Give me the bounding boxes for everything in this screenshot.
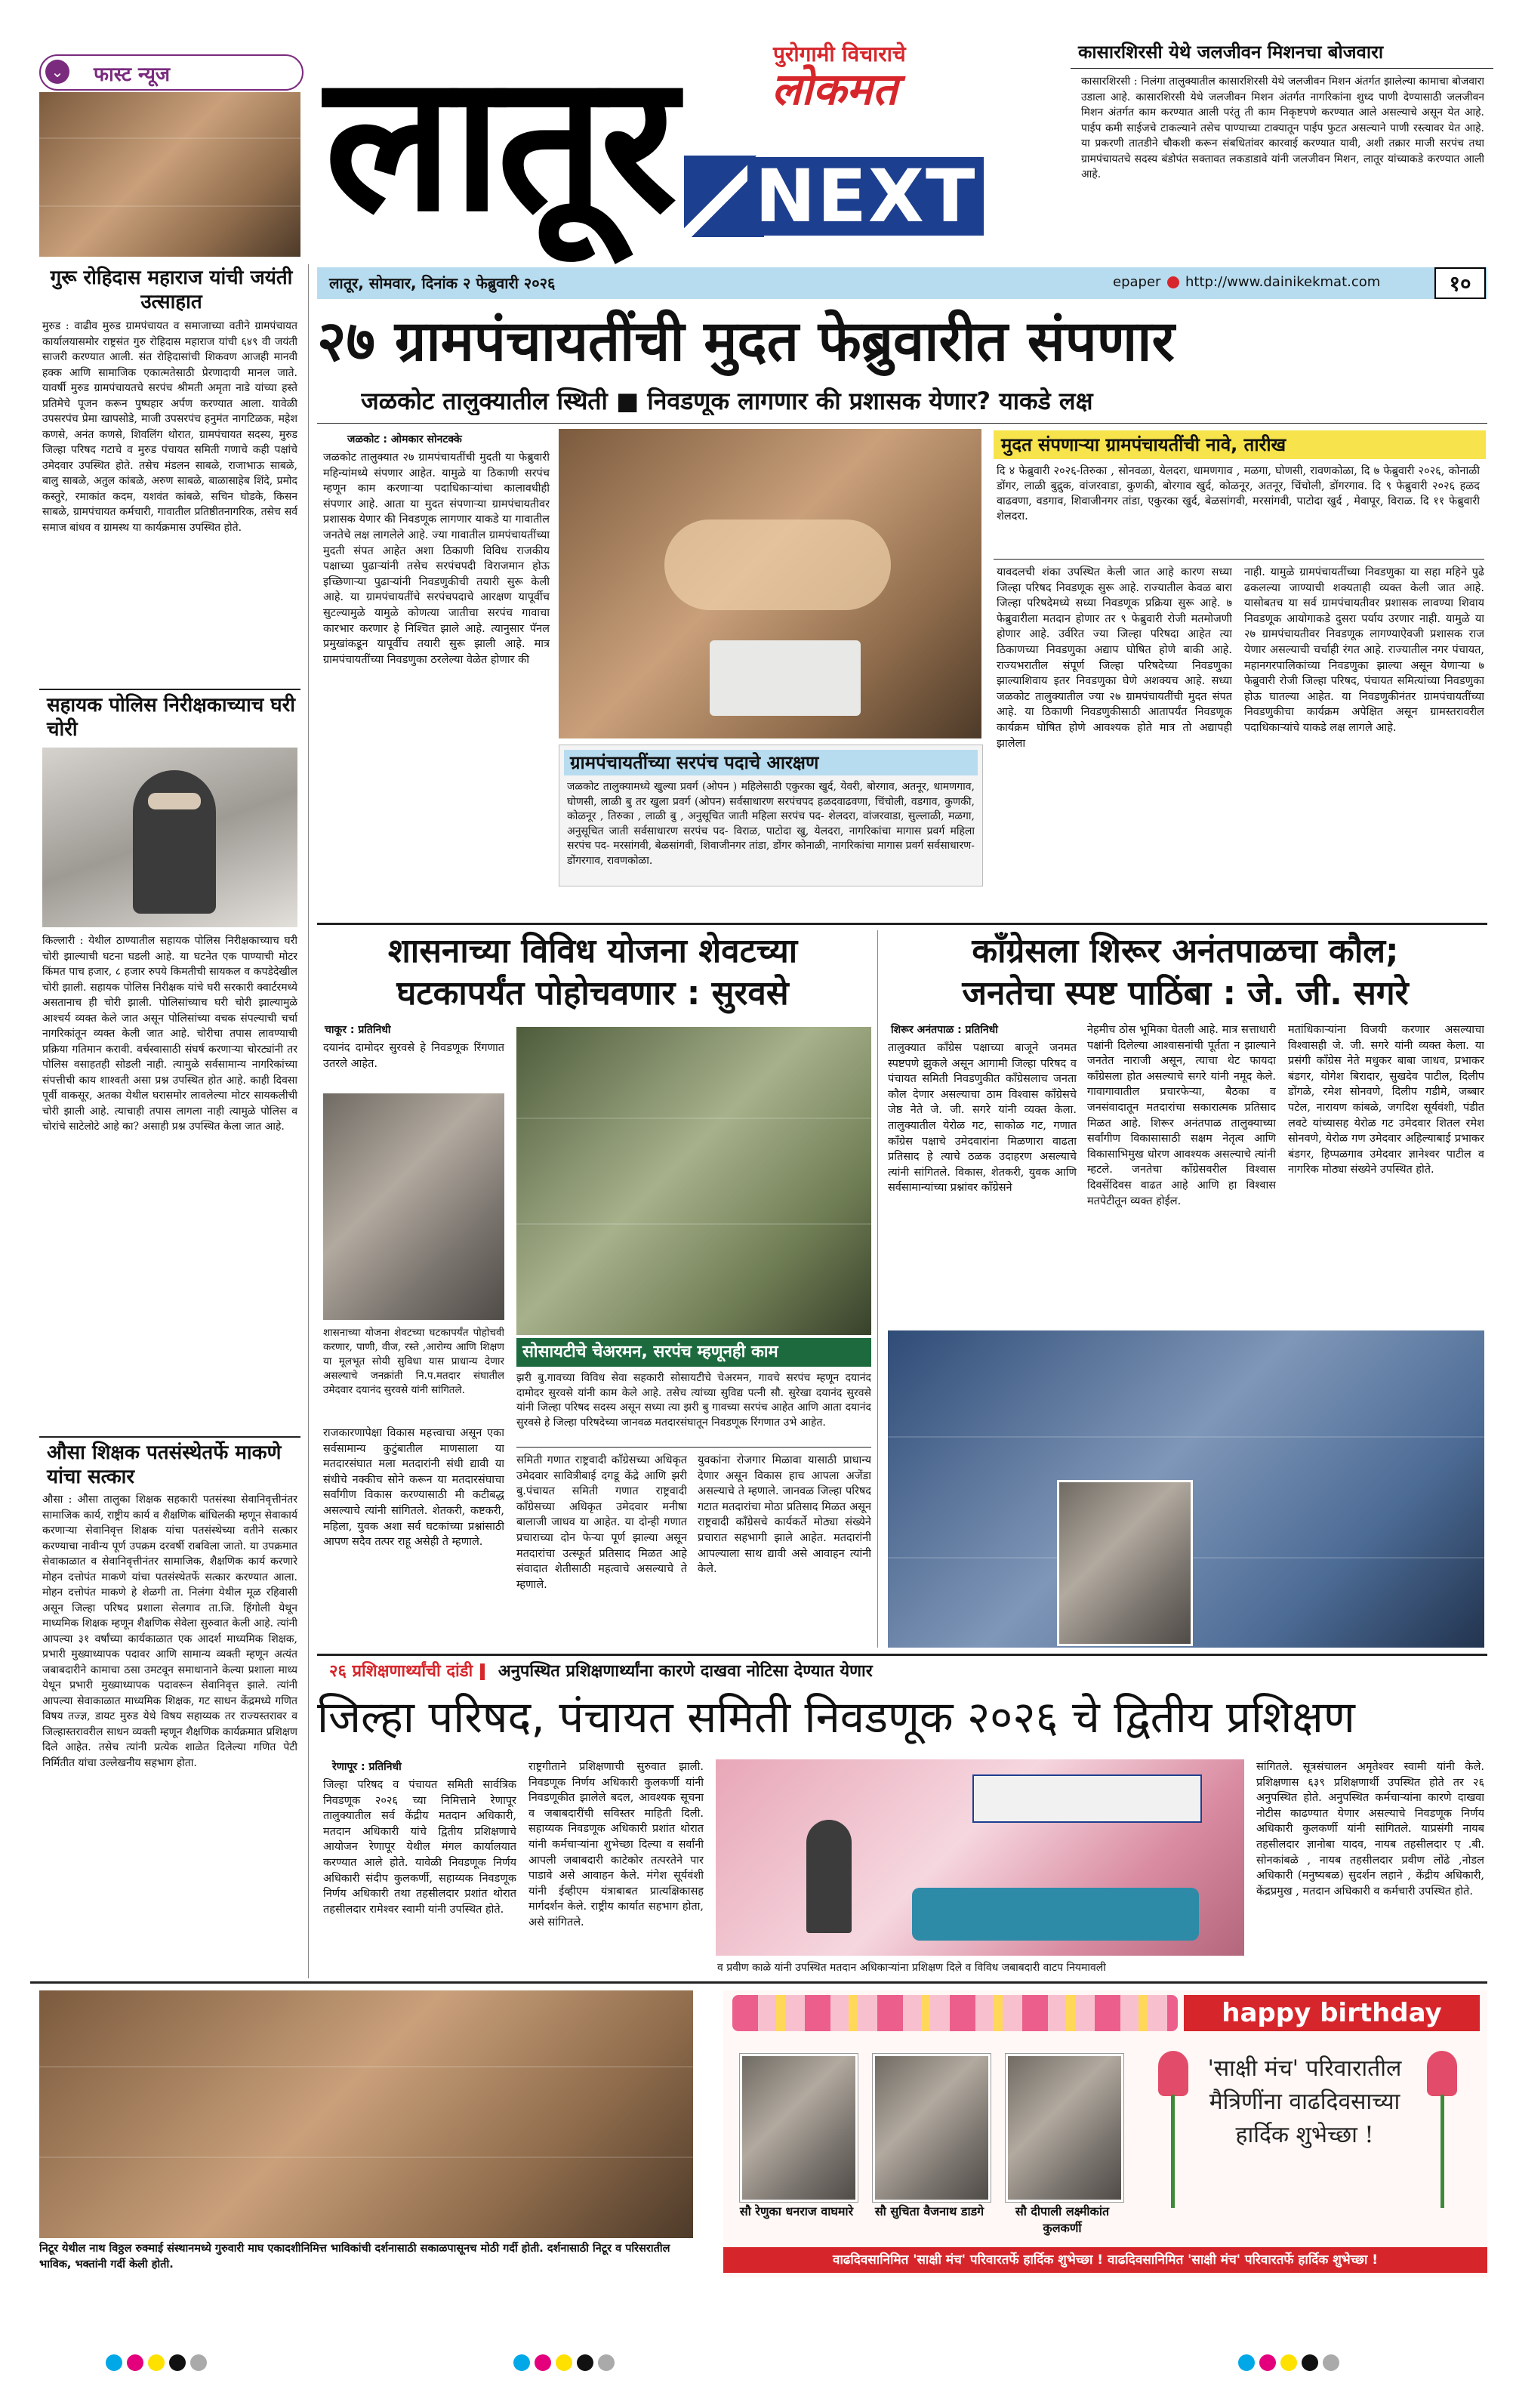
- thief-mask: [148, 793, 201, 809]
- birthday-person-2-photo: [873, 2054, 991, 2202]
- schemes-headline-2: घटकापर्यंत पोहोचवणार : सुरवसे: [396, 974, 789, 1013]
- masthead-next-box: [684, 154, 977, 239]
- shirur-col1: तालुक्यात काँग्रेस पक्षाच्या बाजूने जनमत स्पष्टपणे झुकले असून आगामी जिल्हा परिषद व पंचायत समिती निवडणुकीत काँग्रेसलाच जनता कौल देणार असल्याचा ठाम विश्वास काँग्रेसचे जेष्ठ नेते जे. जी. सगरे यांनी व्यक्त केला. तालुक्यातील येरोळ गट, साकोळ गट, गणात काँग्रेस पक्षाचे उमेदवारांना मिळणारा वाढता प्रतिसाद हे त्याचे ठळक उदाहरण असल्याचे त्यांनी सांगितले. विकास, शेतकरी, युवक आणि सर्वसामान्यांच्या प्रश्नांवर काँग्रेसने: [888, 1042, 1077, 1195]
- shirur-photo-portrait: [1057, 1480, 1193, 1646]
- lead-col4: नाही. यामुळे ग्रामपंचायतींच्या निवडणुका या सहा महिने पुढे ढकलल्या जाण्याची शक्यताही व्यक्त केली जात आहे. यासोबतच या सर्व ग्रामपंचायतीवर प्रशासक लावण्या शिवाय निवडणूक आयोगाकडे दुसरा पर्याय उरणार नाही. यामुळे या २७ ग्रामपंचायतीवर निवडणूक लागण्याऐवजी प्रशासक राज येणार असल्याची चर्चाही रंगत आहे. राज्यातील नगर पंचायत, महानगरपालिकांच्या निवडणुका झाल्या असून येणाऱ्या ७ फेब्रुवारी रोजी जिल्हा परिषद, पंचायत समित्यांच्या निवडणुका होऊ घातल्या आहेत. या निवडणुकीनंतर ग्रामपंचायतींच्या निवडणुकीचा कार्यक्रम अपेक्षित असून ग्रामस्तरावरील पदाधिकाऱ्यांचे याकडे लक्ष लागले आहे.: [1244, 566, 1484, 734]
- registration-dots-left: [106, 2354, 207, 2371]
- training-speaker: [806, 1820, 852, 1933]
- fast-news-photo: [39, 92, 300, 257]
- birthday-message: 'साक्षी मंच' परिवारातील मैत्रिणींना वाढदिवसाच्या हार्दिक शुभेच्छा !: [1207, 2055, 1402, 2148]
- training-caption: व प्रवीण काळे यांनी उपस्थित मतदान अधिकाऱ्यांना प्रशिक्षण दिले व विविध जबाबदारी वाटप नियमावली: [717, 1962, 1106, 1974]
- lead-col3: यावदलची शंका उपस्थित केली जात आहे कारण सध्या जिल्हा परिषद निवडणूक सुरू आहे. राज्यातील केवळ बारा जिल्हा परिषदेमध्ये सध्या निवडणूक प्रक्रिया सुरू आहे. ७ फेब्रुवारीला मतदान होणार तर ९ फेब्रुवारी रोजी मतमोजणी होणार आहे. उर्वरित ज्या जिल्हा परिषदा आहेत त्या ठिकाणच्या निवडणुका अद्याप घोषित होणे बाकी आहे. राज्यभरातील संपूर्ण जिल्हा परिषदेच्या निवडणुका झाल्याशिवाय इतर निवडणुका घेणे अशक्यच आहे. सध्या जळकोट तालुक्यातील ज्या २७ ग्रामपंचायतींची मुदत संपत आहे. या ठिकाणी निवडणुकीसाठी आतापर्यंत निवडणूक कार्यक्रम घोषित होणे आवश्यक होते मात्र तो अद्यापही झालेला: [997, 566, 1232, 750]
- rohidas-body: मुरुड : वाढीव मुरुड ग्रामपंचायत व समाजाच्या वतीने ग्रामपंचायत कार्यालयासमोर राष्ट्रसंत गुरु रोहिदास महाराज यांची ६४९ वी जयंती साजरी करण्यात आली. संत रोहिदासांची शिकवण आजही मानवी हक्क आणि सामाजिक एकात्मतेसाठी प्रेरणादायी मानल जाते. यावर्षी मुरुड ग्रामपंचायतचे सरपंच श्रीमती अमृता नाडे यांच्या हस्ते प्रतिमेचे पूजन करून पुष्पहार अर्पण करण्यात आला. यावेळी उपसरपंच प्रेमा खापसोडे, माजी उपसरपंच हनुमंत नागटिळक, महेश कणसे, अनंत कणसे, शिवलिंग थोरात, ग्रामपंचायत सदस्य, मुरुड जिल्हा परिषद गटाचे व मुरुड पंचायत समिती गणाचे कही पक्षांचे उमेदवार उपस्थित होते. तसेच मंडलन साबळे, राजाभाऊ साबळे, बालु साबळे, अतुल कांबळे, अरुण साबळे, बाळासाहेब शिंदे, प्रमोद कस्तुरे, रमाकांत कदम, यशवंत कांबळे, सचिन घोडके, किसन साबळे, ग्रामपंचायत कर्मचारी, गावातील प्रतिष्ठीतनागरिक, तसेच सर्व समाज बांधव व ग्रामस्थ या कार्यक्रमास उपस्थित होते.: [42, 320, 297, 534]
- chairman-title: सोसायटीचे चेअरमन, सरपंच म्हणूनही काम: [516, 1338, 871, 1367]
- chairman-body: झरी बु.गावच्या विविध सेवा सहकारी सोसायटीचे चेअरमन, गावचे सरपंच म्हणून दयानंद दामोदर सुरवसे यांनी काम केले आहे. तसेच त्यांच्या सुविद्य पत्नी सौ. सुरेखा दयानंद सुरवसे यांनी जिल्हा परिषद सदस्य असून सध्या त्या झरी बु गावच्या सरपंच आहेत आणि आता दयानंद सुरवसे हे जिल्हा परिषदेच्या जानवळ मतदारसंघातून निवडणूक रिंगणात उभे आहेत.: [516, 1372, 871, 1429]
- masthead-brand: लोकमत: [772, 63, 898, 115]
- registration-dots-right: [1238, 2354, 1339, 2371]
- police-body: किल्लारी : येथील ठाण्यातील सहायक पोलिस निरीक्षकाच्याच घरी चोरी झाल्याची घटना घडली आहे. या घटनेत एक पाण्याची मोटर किंमत पाच हजार, ८ हजार रुपये किमतीची सायकल व कपडेदेखील चोरी झाली. सहायक पोलिस निरीक्षक यांचे घरी सरकारी क्वार्टरमध्ये असतानाच ही चोरी झाली. पोलिसांच्याच घरी चोरी झाल्यामुळे आश्चर्य व्यक्त केले जात असून पोलिसांच्या वचक संपल्याची चर्चा नागरिकांतून व्यक्त केली जात आहे. चोरीचा तपास लावण्याची प्रक्रिया गतिमान करावी. वर्चस्वासाठी संघर्ष करणाऱ्या चोरट्यांनी तर पोलिस वसाहतही सोडली नाही. त्यामुळे सर्वसामान्य नागरिकांच्या संपत्तीची काय शाश्वती असा प्रश्न उपस्थित होत आहे. काही दिवसा पूर्वी वाकसूर, अतका येथील घरासमोर लावलेल्या मोटर सायकलीची चोरी झाली आहे. त्याचाही तपास लागला नाही त्यामुळे पोलिस व चोरांचे साटेलोटे आहे का? असाही प्रश्न उपस्थित केला जात आहे.: [42, 935, 297, 1133]
- birthday-banner-text: happy birthday: [1222, 1998, 1442, 2028]
- birthday-footer: वाढदिवसानिमित 'साक्षी मंच' परिवारतर्फे हार्दिक शुभेच्छा ! वाढदिवसानिमित 'साक्षी मंच' परिवारतर्फे हार्दिक शुभेच्छा !: [723, 2247, 1487, 2273]
- schemes-intro: दयानंद दामोदर सुरवसे हे निवडणूक रिंगणात उतरले आहेत.: [323, 1042, 504, 1070]
- schemes-photo-1: [323, 1093, 504, 1320]
- training-byline: रेणापूर : प्रतिनिधी: [332, 1761, 402, 1773]
- shirur-headline-2: जनतेचा स्पष्ट पाठिंबा : जे. जी. सगरे: [962, 974, 1409, 1013]
- training-sofa: [912, 1888, 1199, 1941]
- lead-col1: जळकोट तालुक्यात २७ ग्रामपंचायतींची मुदती या फेब्रुवारी महिन्यांमध्ये संपणार आहेत. यामुळे या ठिकाणी सरपंच म्हणून काम करणाऱ्या पदाधिकाऱ्यांचा कालावधीही संपणार आहे. आता या मुदत संपणाऱ्या ग्रामपंचायतीवर प्रशासक येणार की निवडणूक लागणार याकडे या गावातील जनतेचे लक्ष लागलेले आहे. ज्या गावातील ग्रामपंचायतींच्या मुदती संपत आहेत अशा ठिकाणी विविध राजकीय पक्षाच्या पुढाऱ्यांनी तसेच सरपंचपदी विराजमान होऊ इच्छिणाऱ्या पुढाऱ्यांनी निवडणुकीची तयारी सुरू केली आहे. या ग्रामपंचायतींचे सरपंचपदाचे आरक्षण यापूर्वीच सुटल्यामुळे यामुळे कोणत्या जातीचा सरपंच गावाचा कारभार करणार हे निश्चित झाले आहे. त्यानुसार पॅनल प्रमुखांकडून यापूर्वीच तयारी सुरू झाली आहे. मात्र ग्रामपंचायतींच्या निवडणुका ठरलेल्या वेळेत होणार की: [323, 452, 550, 666]
- shirur-col3: मतांधिकाऱ्यांना विजयी करणार असल्याचा विश्वासही जे. जी. सगरे यांनी व्यक्त केला. या प्रसंगी काँग्रेस नेते मधुकर बाबा जाधव, प्रभाकर बंडगर, योगेश बिरादार, सुखदेव पाटील, दिलीप डोंगळे, रमेश सोनवणे, दिलीप गडीमे, जब्बार पटेल, नारायण कांबळे, जगदिश सूर्यवंशी, पंडीत लवटे यांच्यासह येरोळ गट उमेदवार शितल रमेश सोनवणे, येरोळ गण उमेदवार अहिल्याबाई प्रभाकर बंडगर, हिप्पळगाव उमेदवार ज्ञानेश्वर पाटील व नागरिक मोठ्या संख्येने उपस्थित होते.: [1288, 1024, 1484, 1176]
- training-kicker-bold: २६ प्रशिक्षणार्थ्यांची दांडी: [329, 1662, 473, 1681]
- birthday-person-3-name: सौ दीपाली लक्ष्मीकांत कुलकर्णी: [1015, 2204, 1110, 2235]
- list-title: मुदत संपणाऱ्या ग्रामपंचायतींची नावे, तारीख: [994, 430, 1486, 459]
- reservation-title: ग्रामपंचायतींच्या सरपंच पदाचे आरक्षण: [564, 750, 978, 775]
- birthday-person-1-name: सौ रेणुका धनराज वाघमारे: [739, 2204, 854, 2218]
- schemes-photo-2: [516, 1027, 871, 1335]
- voting-machine: [710, 640, 861, 716]
- masthead-tagline: पुरोगामी विचाराचे: [773, 42, 906, 66]
- birthday-person-3-photo: [1006, 2054, 1123, 2202]
- lead-byline: जळकोट : ओमकार सोनटक्के: [347, 433, 462, 446]
- dateline-text: लातूर, सोमवार, दिनांक २ फेब्रुवारी २०२६: [329, 274, 556, 292]
- birthday-person-1-photo: [740, 2054, 858, 2202]
- fast-news-label: फास्ट न्यूज: [94, 63, 171, 86]
- ausa-title: औसा शिक्षक पतसंस्थेतर्फे माकणे यांचा सत्कार: [47, 1441, 282, 1488]
- training-col1: जिल्हा परिषद व पंचायत समिती सार्वत्रिक निवडणूक २०२६ च्या निमित्ताने रेणापूर तालुक्यातील सर्व केंद्रीय मतदान अधिकारी, मतदान अधिकारी यांचे द्वितीय प्रशिक्षणाचे आयोजन रेणापूर येथील मंगल कार्यालयात करण्यात आले होते. यावेळी निवडणूक निर्णय अधिकारी संदीप कुलकर्णी, सहाय्यक निवडणूक निर्णय अधिकारी तथा तहसीलदार प्रशांत थोरात तहसीलदार रामेश्वर स्वामी यांनी उपस्थित होते.: [323, 1779, 516, 1916]
- schemes-photo-caption: शासनाच्या योजना शेवटच्या घटकापर्यंत पोहोचवी करणार, पाणी, वीज, रस्ते ,आरोग्य आणि शिक्षण या मूलभूत सोयी सुविधा यास प्राधान्य देणार असल्याचे जनक्रांती नि.प.मतदार संघातील उमेदवार दयानंद सुरवसे यांनी सांगितले.: [323, 1327, 504, 1396]
- lead-kicker: जळकोट तालुक्यातील स्थिती ■ निवडणूक लागणार की प्रशासक येणार? याकडे लक्ष: [361, 387, 1093, 415]
- masthead-next: NEXT: [747, 157, 984, 236]
- training-col2: राष्ट्रगीताने प्रशिक्षणाची सुरुवात झाली. निवडणूक निर्णय अधिकारी कुलकर्णी यांनी निवडणूकीत झालेले बदल, आवश्यक सूचना व जबाबदारींची सविस्तर माहिती दिली. सहाय्यक निवडणूक अधिकारी प्रशांत थोरात यांनी कर्मचाऱ्यांना शुभेच्छा दिल्या व सर्वांनी आपली जबाबदारी काटेकोर तत्परतेने पार पाडावे असे आवाहन केले. मंगेश सूर्यवंशी यांनी ईव्हीएम यंत्राबाबत प्रात्यक्षिकासह मार्गदर्शन केले. राष्ट्रीय कार्यात सहभाग होता, असे सांगितले.: [528, 1761, 704, 1929]
- training-photo: [716, 1759, 1244, 1956]
- birthday-person-2-name: सौ सुचिता वैजनाथ डाडगे: [874, 2204, 984, 2218]
- birthday-panel: [723, 1990, 1487, 2277]
- list-body: दि ४ फेब्रुवारी २०२६-तिरुका , सोनवळा, येलदरा, धामणगाव , मळगा, घोणसी, रावणकोळा, दि ७ फेब्रुवारी २०२६, कोनाळी डोंगर, लाळी बुद्रुक, वांजरवाडा, कुणकी, बोरगाव खुर्द, कोळनूर, अतनूर, चिंचोली, डोंगरगाव. दि ९ फेब्रुवारी २०२६ हळद वाढवणा, वडगाव, शिवाजीनगर तांडा, एकुरका खुर्द, बेळसांगवी, मरसांगवी, पाटोदा खुर्द , मेवापूर, विराळ. दि ११ फेब्रुवारी शेलदरा.: [997, 465, 1480, 523]
- rohidas-title: गुरू रोहिदास महाराज यांची जयंती उत्साहात: [50, 267, 293, 313]
- shirur-headline-1: काँग्रेसला शिरूर अनंतपाळचा कौल;: [972, 932, 1399, 970]
- epaper-url[interactable]: http://www.dainikekmat.com: [1185, 274, 1381, 290]
- tulip-left: [1135, 2051, 1203, 2217]
- shirur-col2: नेहमीच ठोस भूमिका घेतली आहे. मात्र सत्ताधारी पक्षांनी दिलेल्या आश्वासनांची पूर्तता न झाल्याने जनतेत नाराजी असून, त्याचा थेट फायदा काँग्रेसला होत असल्याचे सगरे यांनी नमूद केले. गावागावातील प्रचारफेऱ्या, बैठका व जनसंवादातून मतदारांचा सकारात्मक प्रतिसाद मिळत आहे. शिरूर अनंतपाळ तालुक्याच्या सर्वांगीण विकासासाठी सक्षम नेतृत्व आणि विकासाभिमुख धोरण आवश्यक असल्याचे त्यांनी म्हटले. जनतेचा काँग्रेसवरील विश्वास दिवसेंदिवस वाढत आहे आणि हा विश्वास मतपेटीतून व्यक्त होईल.: [1087, 1024, 1276, 1207]
- ausa-body: औसा : औसा तालुका शिक्षक सहकारी पतसंस्था सेवानिवृत्तीनंतर सामाजिक कार्य, राष्ट्रीय कार्य व शैक्षणिक बांधिलकी म्हणून सेवाकार्य करणाऱ्या सेवानिवृत्त शिक्षक यांचा पतसंस्थेच्या वतीने सत्कार करण्याचा नावीन्य पूर्ण उपक्रम दरवर्षी राबविला जातो. या उपक्रमात सेवाकाळात व सेवानिवृत्तीनंतर सामाजिक, शैक्षणिक कार्य करणारे मोहन दत्तोपंत माकणे यांचा पतसंस्थेतर्फे सत्कार करण्यात आला. मोहन दत्तोपंत माकणे हे शेळगी ता. निलंगा येथील मूळ रहिवासी असून जिल्हा परिषद प्रशाला सेलगाव ता.जि. हिंगोली येथून माध्यमिक शिक्षक म्हणून शैक्षणिक सेवेला सुरुवात केली आहे. त्यांनी आपल्या ३१ वर्षांच्या कार्यकाळात एक आदर्श माध्यमिक शिक्षक, प्रभारी मुख्याध्यापक पदावर आणि सामान्य व्यक्ती म्हणून अत्यंत जबाबदारीने कामाचा ठसा उमटवून समाधानाने केल्या प्रशाला माध्य येथून प्रभारी मुख्याध्यापक पदावरून सेवानिवृत्त झाले. त्यांनी आपल्या सेवाकाळात माध्यमिक शिक्षक, गट साधन केंद्रमध्ये गणित विषय तज्ज्ञ, डायट मुरुड येथे विषय सहाय्यक तर राज्यस्तरावर व जिल्हास्तरावरील साधन व्यक्ती म्हणून शैक्षणिक कार्यक्रमात प्रशिक्षण दिले आहेत. तसेच त्यांनी प्रत्येक शाळेत दिलेल्या गणित पेटी निर्मितीत यांचा उल्लेखनीय सहभाग होता.: [42, 1494, 297, 1769]
- training-kicker-sep: [480, 1663, 485, 1680]
- epaper-label: epaper: [1113, 274, 1161, 290]
- schemes-byline: चाकूर : प्रतिनिधी: [325, 1024, 391, 1036]
- masthead-title: लातूर: [325, 33, 673, 253]
- training-kicker-rest: अनुपस्थित प्रशिक्षणार्थ्यांना कारणे दाखवा नोटिसा देण्यात येणार: [492, 1662, 873, 1681]
- nitur-caption: निटूर येथील नाथ विठ्ठल रुक्माई संस्थानमध्ये गुरुवारी माघ एकादशीनिमित्त भाविकांची दर्शनासाठी सकाळपासूनच मोठी गर्दी होती. दर्शनासाठी निटूर व परिसरातील भाविक, भक्तांनी गर्दी केली होती.: [39, 2243, 670, 2271]
- police-title: सहायक पोलिस निरीक्षकाच्याच घरी चोरी: [47, 694, 295, 741]
- fast-news-badge: [39, 54, 304, 91]
- lead-photo-voting: [559, 429, 981, 738]
- birthday-banner: [1184, 1995, 1480, 2031]
- schemes-body-b: समिती गणात राष्ट्रवादी काँग्रेसच्या अधिकृत उमेदवार सावित्रीबाई दगडू केंद्रे आणि झरी बु.पंचायत समिती गणात राष्ट्रवादी काँग्रेसच्या अधिकृत उमेदवार मनीषा बालाजी जाधव या आहेत. या दोन्ही गणात प्रचाराच्या दोन फेऱ्या पूर्ण झाल्या असून मतदारांचा उत्स्फूर्त प्रतिसाद मिळत आहे संवादात शेतीसाठी महत्वाचे असल्याचे ते म्हणाले.: [516, 1454, 687, 1591]
- top-right-body: कासारशिरसी : निलंगा तालुक्यातील कासारशिरसी येथे जलजीवन मिशन अंतर्गत झालेल्या कामाचा बोजवारा उडाला आहे. कासारशिरसी येथे जलजीवन मिशन अंतर्गत नागरिकांना शुध्द पाणी देण्यासाठी जलजीवन मिशन अंतर्गत काम करण्यात आली परंतु ती काम निकृष्टपणे करण्यात आले असल्याचे असून येत आहे. पाईप कमी साईजचे टाकल्याने तसेच पाण्याच्या टाक्यातून पाईप फुटत असल्याने पाणी रस्त्यावर येत आहे. या प्रकरणी तातडीने चौकशी करून संबधितांवर कारवाई करण्यात यावी, अशी तक्रार माजी सरपंच तथा ग्रामपंचायतचे सदस्य बंडोपंत सक्तावत लकडाडावे यांनी जलजीवन मिशन, लातूर यांच्याकडे करण्यात आली आहे.: [1081, 76, 1484, 180]
- reservation-body: जळकोट तालुक्यामध्ये खुल्या प्रवर्ग (ओपन ) महिलेसाठी एकुरका खुर्द, येवरी, बोरगाव, अतनूर, धामणगाव, घोणसी, लाळी बु तर खुला प्रवर्ग (ओपन) सर्वसाधारण सरपंचपद हळदवाढवणा, चिंचोली, वडगाव, कुणकी, कोळनूर , तिरुका , लाळी बु , अनुसूचित जाती महिला सरपंच पद- शेलदरा, वांजरवाडा, सुल्लाळी, मळगा, अनुसूचित जाती सर्वसाधारण सरपंच पद- विराळ, पाटोदा खु, येलदरा, नागरिकांचा मागास प्रवर्ग महिला सरपंच पद- मरसांगवी, बेळसांगवी, शिवाजीनगर तांडा, डोंगर कोनाळी, नागरिकांचा मागास प्रवर्ग सर्वसाधारण- डोंगरगाव, रावणकोळा.: [567, 781, 975, 867]
- training-headline: जिल्हा परिषद, पंचायत समिती निवडणूक २०२६ चे द्वितीय प्रशिक्षण: [317, 1691, 1355, 1743]
- schemes-headline-1: शासनाच्या विविध योजना शेवटच्या: [387, 932, 798, 970]
- top-right-title: कासारशिरसी येथे जलजीवन मिशनचा बोजवारा: [1078, 42, 1384, 63]
- registration-dots-center: [513, 2354, 615, 2371]
- training-banner: [972, 1774, 1202, 1823]
- police-illustration: [42, 748, 297, 927]
- page-number: १०: [1434, 267, 1486, 299]
- schemes-body-c: युवकांना रोजगार मिळावा यासाठी प्राधान्य देणार असून विकास हाच आपला अजेंडा असल्याचे ते म्हणाले. जानवळ जिल्हा परिषद गटात मतदारांचा मोठा प्रतिसाद मिळत असून राष्ट्रवादी काँग्रेसचे कार्यकर्ते मोठ्या संख्येने प्रचारात सहभागी झाले आहेत. मतदारांनी आपल्याला साथ द्यावी असे आवाहन त्यांनी केले.: [698, 1454, 871, 1576]
- tulip-right: [1407, 2051, 1483, 2217]
- reservation-box: [559, 745, 983, 886]
- shirur-byline: शिरूर अनंतपाळ : प्रतिनिधी: [891, 1024, 998, 1036]
- lead-headline: २७ ग्रामपंचायतींची मुदत फेब्रुवारीत संपणार: [317, 309, 1175, 374]
- voting-hand: [664, 520, 891, 610]
- fast-news-icon: ⌄: [45, 60, 69, 84]
- training-col4: सांगितले. सूत्रसंचालन अमृतेश्वर स्वामी यांनी केले. प्रशिक्षणास ६३९ प्रशिक्षणार्थी उपस्थित होते तर २६ अनुपस्थित होते. अनुपस्थित कर्मचाऱ्यांना कारणे दाखवा नोटीस काढण्यात येणार असल्याचे निवडणूक निर्णय अधिकारी कुलकर्णी यांनी सांगितले. याप्रसंगी नायब तहसीलदार ज्ञानोबा यादव, नायब तहसीलदार ए .बी. सोनकांबळे , नायब तहसीलदार प्रवीण लोंढे ,नोडल अधिकारी (मनुष्यबळ) सुदर्शन लहाने , केंद्रीय अधिकारी, केंद्रप्रमुख , मतदान अधिकारी व कर्मचारी उपस्थित होते.: [1256, 1761, 1484, 1898]
- epaper-icon: [1167, 276, 1179, 288]
- schemes-body-a: राजकारणापेक्षा विकास महत्त्वाचा असून एका सर्वसामान्य कुटुंबातील माणसाला या मतदारसंघात मला मतदारांनी संधी द्यावी या संधीचे नक्कीच सोने करून या मतदारसंघाचा सर्वांगीण विकास करण्यासाठी मी कटीबद्ध असल्याचे त्यांनी सांगितले. शेतकरी, कष्टकरी, महिला, युवक अशा सर्व घटकांच्या प्रश्नांसाठी आपण सदैव तत्पर राहू असेही ते म्हणाले.: [323, 1427, 504, 1549]
- nitur-temple-photo: [39, 1990, 693, 2238]
- training-kicker: [329, 1660, 1484, 1684]
- thief-figure: [133, 770, 216, 914]
- flower-row: [732, 1995, 1178, 2031]
- dateline-bar: [317, 267, 1487, 299]
